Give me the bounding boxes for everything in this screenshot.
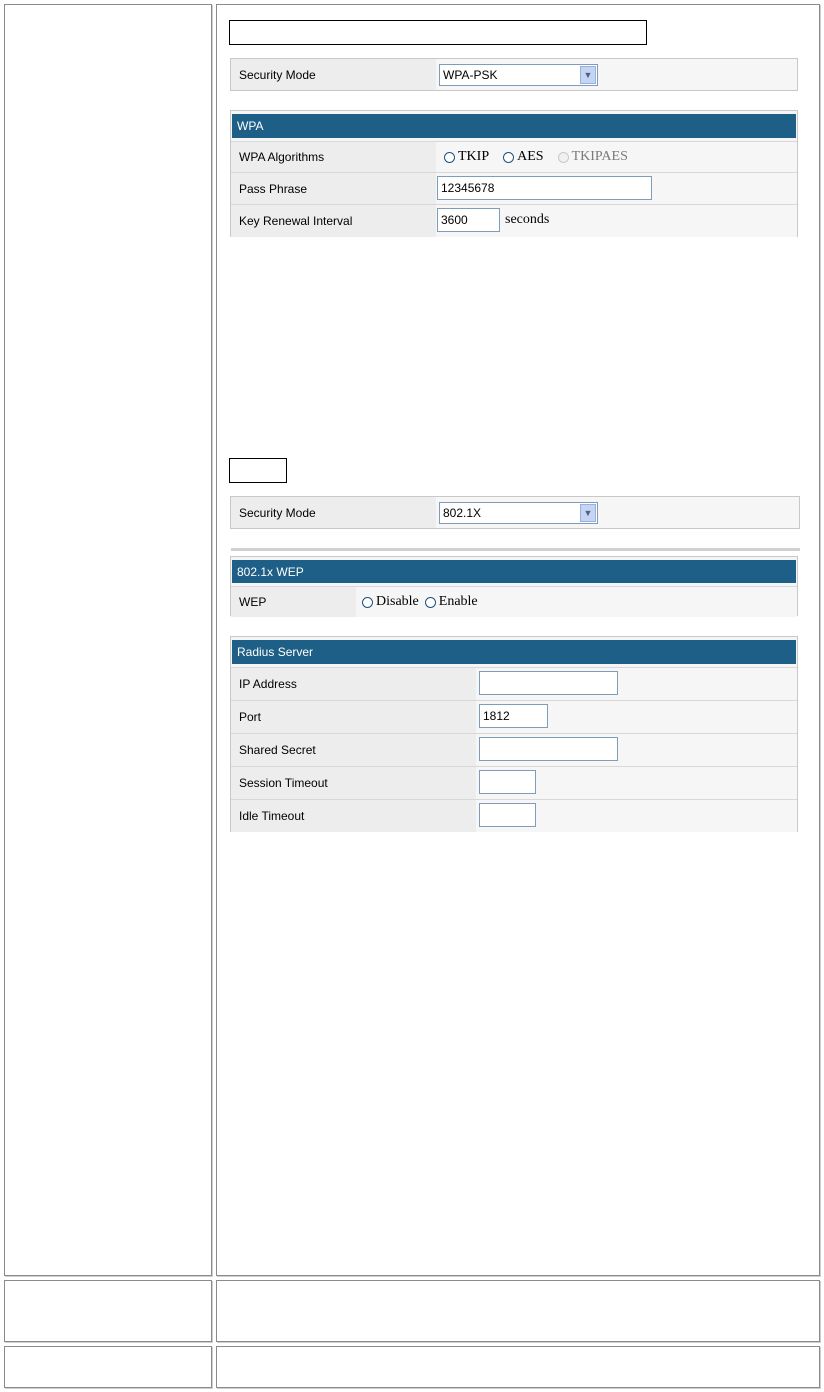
shared-secret-row — [231, 733, 797, 766]
radio-button-icon[interactable] — [362, 597, 373, 608]
security-mode-panel-wpa — [230, 58, 798, 91]
algorithm-option-tkipaes[interactable]: TKIPAES — [558, 149, 628, 165]
security-mode-panel-8021x — [230, 496, 800, 529]
wpa-section — [230, 110, 798, 237]
idle-timeout-label: Idle Timeout — [231, 800, 477, 832]
key-renewal-row — [231, 204, 797, 237]
wep-option-enable[interactable]: Enable — [425, 594, 478, 610]
ip-address-row — [231, 667, 797, 700]
radius-server-section — [230, 636, 798, 832]
wpa-algorithms-row — [231, 141, 797, 172]
shared-secret-input[interactable] — [479, 737, 618, 761]
security-mode-label: Security Mode — [231, 59, 437, 90]
pass-phrase-input[interactable]: 12345678 — [437, 176, 652, 200]
wpa-algorithms-options — [436, 142, 797, 172]
port-row — [231, 700, 797, 733]
security-mode-selected-value: WPA-PSK — [443, 68, 498, 82]
idle-timeout-input[interactable] — [479, 803, 536, 827]
right-footer-cell-1 — [216, 1280, 820, 1342]
top-blank-bar — [229, 20, 647, 45]
radio-button-icon[interactable] — [558, 152, 569, 163]
wpa-section-header: WPA — [232, 114, 796, 138]
left-footer-cell-1 — [4, 1280, 212, 1342]
session-timeout-row — [231, 766, 797, 799]
second-blank-bar — [229, 458, 287, 483]
radio-button-icon[interactable] — [425, 597, 436, 608]
idle-timeout-row — [231, 799, 797, 832]
security-mode-selected-value: 802.1X — [443, 506, 482, 520]
wep-option-disable[interactable]: Disable — [362, 594, 419, 610]
port-label: Port — [231, 701, 477, 733]
security-mode-label: Security Mode — [231, 497, 437, 528]
security-mode-select[interactable] — [439, 502, 598, 524]
wep-label: WEP — [231, 587, 357, 617]
algorithm-option-tkip[interactable]: TKIP — [444, 149, 489, 165]
wep-section — [230, 556, 798, 616]
ip-address-input[interactable] — [479, 671, 618, 695]
pass-phrase-label: Pass Phrase — [231, 173, 437, 204]
shared-secret-label: Shared Secret — [231, 734, 477, 766]
left-footer-cell-2 — [4, 1346, 212, 1388]
right-footer-cell-2 — [216, 1346, 820, 1388]
wep-row — [231, 586, 797, 617]
section-divider — [231, 548, 800, 551]
radio-button-icon[interactable] — [444, 152, 455, 163]
pass-phrase-row — [231, 172, 797, 204]
wpa-algorithms-label: WPA Algorithms — [231, 142, 437, 172]
session-timeout-input[interactable] — [479, 770, 536, 794]
radio-button-icon[interactable] — [503, 152, 514, 163]
ip-address-label: IP Address — [231, 668, 477, 700]
session-timeout-label: Session Timeout — [231, 767, 477, 799]
key-renewal-unit: seconds — [505, 212, 550, 227]
algorithm-option-aes[interactable]: AES — [503, 149, 543, 165]
security-mode-select[interactable] — [439, 64, 598, 86]
chevron-down-icon[interactable]: ▼ — [580, 66, 596, 84]
wep-options — [356, 587, 797, 617]
left-column-cell — [4, 4, 212, 1276]
key-renewal-input[interactable]: 3600 — [437, 208, 500, 232]
key-renewal-label: Key Renewal Interval — [231, 205, 437, 237]
radius-server-header: Radius Server — [232, 640, 796, 664]
chevron-down-icon[interactable]: ▼ — [580, 504, 596, 522]
port-input[interactable]: 1812 — [479, 704, 548, 728]
wep-section-header: 802.1x WEP — [232, 560, 796, 583]
